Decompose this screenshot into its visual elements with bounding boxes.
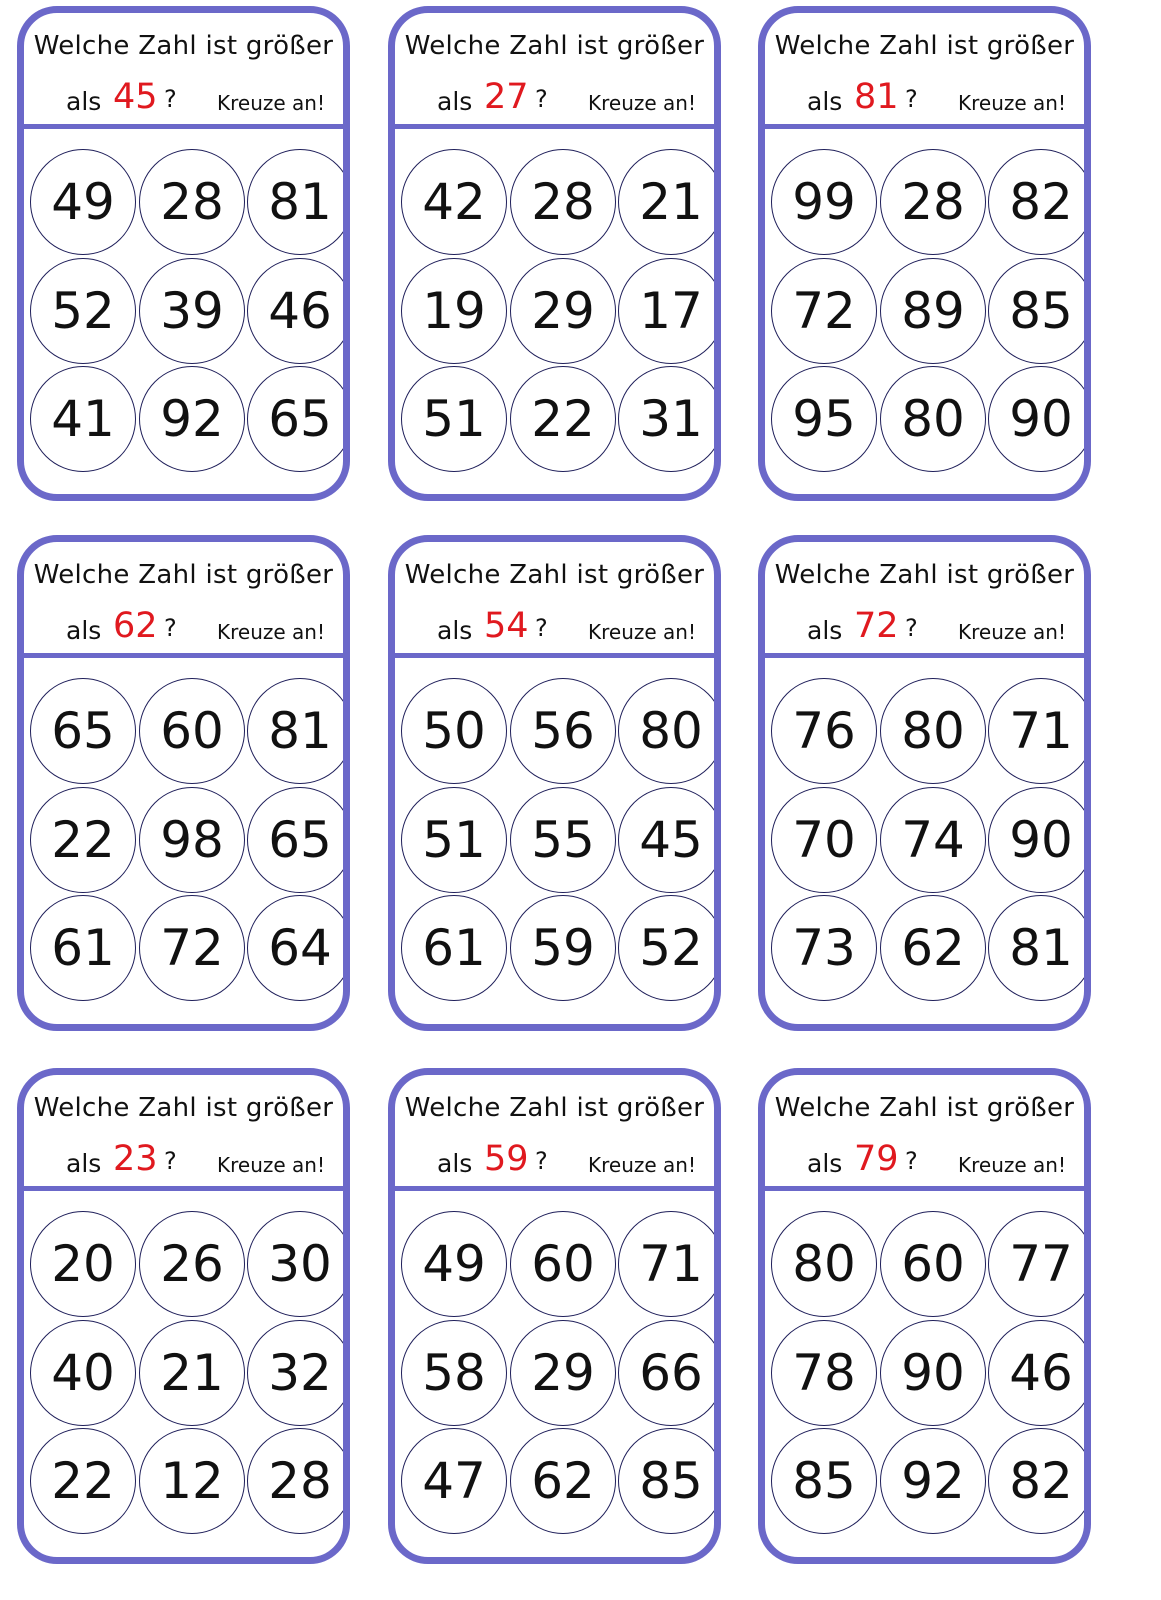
- card-header: [765, 542, 1084, 658]
- number-choice[interactable]: [988, 258, 1091, 364]
- task-card: [17, 535, 350, 1031]
- question-line-2: [24, 606, 343, 646]
- number-choice[interactable]: [618, 787, 721, 893]
- number-value: 65: [268, 811, 332, 869]
- number-grid: [30, 149, 350, 470]
- target-number: 81: [854, 77, 899, 117]
- number-choice[interactable]: [139, 258, 245, 364]
- number-value: 80: [639, 702, 703, 760]
- number-value: 32: [268, 1344, 332, 1402]
- instruction-text: Kreuze an!: [217, 91, 325, 115]
- question-mark: ?: [164, 85, 177, 113]
- instruction-text: Kreuze an!: [217, 620, 325, 644]
- question-line-2: [765, 1139, 1084, 1179]
- question-text: Welche Zahl ist größer: [404, 1093, 705, 1123]
- number-grid: [30, 678, 350, 999]
- number-value: 77: [1009, 1235, 1073, 1293]
- number-value: 89: [901, 282, 965, 340]
- number-value: 28: [901, 173, 965, 231]
- number-choice[interactable]: [510, 1428, 616, 1534]
- number-value: 52: [639, 919, 703, 977]
- number-value: 90: [1009, 811, 1073, 869]
- number-value: 76: [792, 702, 856, 760]
- als-label: als: [807, 1149, 843, 1178]
- number-value: 46: [1009, 1344, 1073, 1402]
- number-choice[interactable]: [247, 366, 350, 472]
- number-value: 85: [639, 1452, 703, 1510]
- number-choice[interactable]: [618, 149, 721, 255]
- number-value: 58: [422, 1344, 486, 1402]
- number-choice[interactable]: [510, 149, 616, 255]
- number-value: 31: [639, 390, 703, 448]
- question-line-2: [395, 606, 714, 646]
- number-choice[interactable]: [401, 678, 507, 784]
- question-text: Welche Zahl ist größer: [33, 560, 334, 590]
- question-text: Welche Zahl ist größer: [774, 1093, 1075, 1123]
- number-value: 61: [422, 919, 486, 977]
- number-choice[interactable]: [510, 895, 616, 1001]
- number-choice[interactable]: [401, 366, 507, 472]
- number-choice[interactable]: [247, 895, 350, 1001]
- question-mark: ?: [905, 614, 918, 642]
- number-value: 80: [901, 390, 965, 448]
- number-value: 28: [531, 173, 595, 231]
- number-value: 49: [51, 173, 115, 231]
- number-grid: [401, 149, 721, 470]
- number-choice[interactable]: [401, 787, 507, 893]
- number-value: 78: [792, 1344, 856, 1402]
- card-header: [24, 13, 343, 129]
- number-grid: [401, 678, 721, 999]
- card-header: [765, 1075, 1084, 1191]
- number-choice[interactable]: [401, 1320, 507, 1426]
- number-choice[interactable]: [247, 678, 350, 784]
- number-grid: [401, 1211, 721, 1532]
- number-value: 42: [422, 173, 486, 231]
- number-value: 65: [51, 702, 115, 760]
- question-mark: ?: [535, 614, 548, 642]
- question-text: Welche Zahl ist größer: [33, 1093, 334, 1123]
- number-choice[interactable]: [510, 787, 616, 893]
- number-value: 26: [160, 1235, 224, 1293]
- number-value: 85: [792, 1452, 856, 1510]
- number-value: 22: [51, 811, 115, 869]
- number-value: 70: [792, 811, 856, 869]
- number-value: 45: [639, 811, 703, 869]
- card-header: [395, 542, 714, 658]
- number-value: 61: [51, 919, 115, 977]
- number-choice[interactable]: [988, 1428, 1091, 1534]
- target-number: 54: [484, 606, 529, 646]
- number-choice[interactable]: [771, 787, 877, 893]
- number-choice[interactable]: [771, 1428, 877, 1534]
- question-text: Welche Zahl ist größer: [404, 560, 705, 590]
- number-value: 39: [160, 282, 224, 340]
- als-label: als: [66, 87, 102, 116]
- number-choice[interactable]: [618, 1211, 721, 1317]
- number-value: 47: [422, 1452, 486, 1510]
- number-choice[interactable]: [988, 787, 1091, 893]
- number-choice[interactable]: [510, 366, 616, 472]
- number-choice[interactable]: [880, 149, 986, 255]
- number-value: 81: [268, 702, 332, 760]
- number-value: 56: [531, 702, 595, 760]
- number-value: 74: [901, 811, 965, 869]
- number-choice[interactable]: [247, 149, 350, 255]
- number-value: 90: [1009, 390, 1073, 448]
- number-choice[interactable]: [30, 1320, 136, 1426]
- als-label: als: [437, 616, 473, 645]
- number-choice[interactable]: [618, 678, 721, 784]
- number-choice[interactable]: [880, 1211, 986, 1317]
- number-value: 17: [639, 282, 703, 340]
- number-choice[interactable]: [139, 678, 245, 784]
- number-choice[interactable]: [401, 1428, 507, 1534]
- number-choice[interactable]: [510, 258, 616, 364]
- als-label: als: [807, 87, 843, 116]
- number-value: 22: [531, 390, 595, 448]
- number-choice[interactable]: [618, 258, 721, 364]
- number-value: 73: [792, 919, 856, 977]
- number-choice[interactable]: [30, 787, 136, 893]
- number-choice[interactable]: [988, 1320, 1091, 1426]
- number-choice[interactable]: [988, 895, 1091, 1001]
- number-value: 59: [531, 919, 595, 977]
- number-value: 98: [160, 811, 224, 869]
- question-mark: ?: [535, 85, 548, 113]
- number-choice[interactable]: [771, 1211, 877, 1317]
- number-value: 72: [792, 282, 856, 340]
- number-value: 12: [160, 1452, 224, 1510]
- number-value: 49: [422, 1235, 486, 1293]
- number-value: 60: [901, 1235, 965, 1293]
- target-number: 79: [854, 1139, 899, 1179]
- number-choice[interactable]: [139, 366, 245, 472]
- number-choice[interactable]: [139, 1211, 245, 1317]
- question-text: Welche Zahl ist größer: [774, 31, 1075, 61]
- number-choice[interactable]: [988, 678, 1091, 784]
- number-value: 72: [160, 919, 224, 977]
- number-value: 60: [160, 702, 224, 760]
- question-line-2: [24, 77, 343, 117]
- number-value: 82: [1009, 173, 1073, 231]
- number-value: 64: [268, 919, 332, 977]
- als-label: als: [437, 1149, 473, 1178]
- number-choice[interactable]: [401, 149, 507, 255]
- number-value: 21: [160, 1344, 224, 1402]
- instruction-text: Kreuze an!: [958, 620, 1066, 644]
- number-choice[interactable]: [880, 678, 986, 784]
- number-choice[interactable]: [618, 1320, 721, 1426]
- target-number: 62: [113, 606, 158, 646]
- number-value: 81: [1009, 919, 1073, 977]
- number-value: 46: [268, 282, 332, 340]
- number-value: 71: [639, 1235, 703, 1293]
- number-value: 65: [268, 390, 332, 448]
- number-choice[interactable]: [771, 149, 877, 255]
- question-text: Welche Zahl ist größer: [774, 560, 1075, 590]
- number-value: 62: [531, 1452, 595, 1510]
- task-card: [17, 1068, 350, 1564]
- question-line-2: [765, 77, 1084, 117]
- number-value: 22: [51, 1452, 115, 1510]
- question-mark: ?: [905, 85, 918, 113]
- number-value: 41: [51, 390, 115, 448]
- number-choice[interactable]: [771, 678, 877, 784]
- number-choice[interactable]: [247, 258, 350, 364]
- number-choice[interactable]: [771, 258, 877, 364]
- number-choice[interactable]: [771, 366, 877, 472]
- question-line-2: [765, 606, 1084, 646]
- instruction-text: Kreuze an!: [588, 620, 696, 644]
- task-card: [388, 535, 721, 1031]
- number-value: 51: [422, 811, 486, 869]
- target-number: 23: [113, 1139, 158, 1179]
- question-line-2: [395, 77, 714, 117]
- question-mark: ?: [905, 1147, 918, 1175]
- number-value: 40: [51, 1344, 115, 1402]
- question-text: Welche Zahl ist größer: [404, 31, 705, 61]
- number-choice[interactable]: [510, 1320, 616, 1426]
- instruction-text: Kreuze an!: [958, 1153, 1066, 1177]
- number-value: 66: [639, 1344, 703, 1402]
- card-header: [395, 13, 714, 129]
- number-grid: [771, 1211, 1091, 1532]
- number-choice[interactable]: [247, 1211, 350, 1317]
- number-choice[interactable]: [880, 1428, 986, 1534]
- question-line-2: [395, 1139, 714, 1179]
- card-header: [24, 542, 343, 658]
- number-choice[interactable]: [618, 366, 721, 472]
- number-choice[interactable]: [139, 1428, 245, 1534]
- number-choice[interactable]: [30, 1428, 136, 1534]
- als-label: als: [66, 616, 102, 645]
- question-text: Welche Zahl ist größer: [33, 31, 334, 61]
- question-mark: ?: [535, 1147, 548, 1175]
- number-choice[interactable]: [618, 1428, 721, 1534]
- number-value: 80: [792, 1235, 856, 1293]
- als-label: als: [437, 87, 473, 116]
- number-grid: [771, 678, 1091, 999]
- number-value: 28: [268, 1452, 332, 1510]
- number-choice[interactable]: [139, 895, 245, 1001]
- number-value: 90: [901, 1344, 965, 1402]
- card-header: [395, 1075, 714, 1191]
- number-choice[interactable]: [880, 1320, 986, 1426]
- number-choice[interactable]: [988, 149, 1091, 255]
- number-value: 80: [901, 702, 965, 760]
- number-value: 29: [531, 1344, 595, 1402]
- number-value: 30: [268, 1235, 332, 1293]
- number-choice[interactable]: [247, 1428, 350, 1534]
- number-value: 99: [792, 173, 856, 231]
- number-grid: [771, 149, 1091, 470]
- target-number: 72: [854, 606, 899, 646]
- number-value: 55: [531, 811, 595, 869]
- number-value: 19: [422, 282, 486, 340]
- task-card: [758, 535, 1091, 1031]
- number-value: 81: [268, 173, 332, 231]
- target-number: 27: [484, 77, 529, 117]
- target-number: 45: [113, 77, 158, 117]
- number-value: 71: [1009, 702, 1073, 760]
- question-line-2: [24, 1139, 343, 1179]
- number-choice[interactable]: [771, 1320, 877, 1426]
- number-choice[interactable]: [401, 1211, 507, 1317]
- task-card: [388, 6, 721, 501]
- number-value: 51: [422, 390, 486, 448]
- number-value: 20: [51, 1235, 115, 1293]
- number-value: 29: [531, 282, 595, 340]
- number-choice[interactable]: [618, 895, 721, 1001]
- card-header: [24, 1075, 343, 1191]
- question-mark: ?: [164, 1147, 177, 1175]
- number-choice[interactable]: [30, 366, 136, 472]
- number-choice[interactable]: [880, 366, 986, 472]
- number-choice[interactable]: [247, 787, 350, 893]
- number-grid: [30, 1211, 350, 1532]
- number-value: 50: [422, 702, 486, 760]
- number-choice[interactable]: [30, 1211, 136, 1317]
- task-card: [388, 1068, 721, 1564]
- card-header: [765, 13, 1084, 129]
- number-value: 62: [901, 919, 965, 977]
- task-card: [758, 1068, 1091, 1564]
- number-choice[interactable]: [771, 895, 877, 1001]
- number-value: 85: [1009, 282, 1073, 340]
- instruction-text: Kreuze an!: [958, 91, 1066, 115]
- als-label: als: [807, 616, 843, 645]
- als-label: als: [66, 1149, 102, 1178]
- instruction-text: Kreuze an!: [588, 1153, 696, 1177]
- number-value: 82: [1009, 1452, 1073, 1510]
- instruction-text: Kreuze an!: [217, 1153, 325, 1177]
- task-card: [17, 6, 350, 501]
- number-choice[interactable]: [30, 678, 136, 784]
- number-choice[interactable]: [30, 149, 136, 255]
- number-choice[interactable]: [988, 366, 1091, 472]
- number-choice[interactable]: [988, 1211, 1091, 1317]
- number-choice[interactable]: [139, 149, 245, 255]
- question-mark: ?: [164, 614, 177, 642]
- number-choice[interactable]: [247, 1320, 350, 1426]
- number-value: 21: [639, 173, 703, 231]
- number-choice[interactable]: [30, 258, 136, 364]
- instruction-text: Kreuze an!: [588, 91, 696, 115]
- number-value: 95: [792, 390, 856, 448]
- number-value: 92: [160, 390, 224, 448]
- number-choice[interactable]: [880, 258, 986, 364]
- task-card: [758, 6, 1091, 501]
- number-choice[interactable]: [401, 895, 507, 1001]
- number-choice[interactable]: [139, 1320, 245, 1426]
- number-value: 60: [531, 1235, 595, 1293]
- target-number: 59: [484, 1139, 529, 1179]
- number-value: 92: [901, 1452, 965, 1510]
- number-choice[interactable]: [510, 1211, 616, 1317]
- number-value: 52: [51, 282, 115, 340]
- number-choice[interactable]: [401, 258, 507, 364]
- number-value: 28: [160, 173, 224, 231]
- number-choice[interactable]: [30, 895, 136, 1001]
- number-choice[interactable]: [880, 895, 986, 1001]
- number-choice[interactable]: [880, 787, 986, 893]
- number-choice[interactable]: [510, 678, 616, 784]
- number-choice[interactable]: [139, 787, 245, 893]
